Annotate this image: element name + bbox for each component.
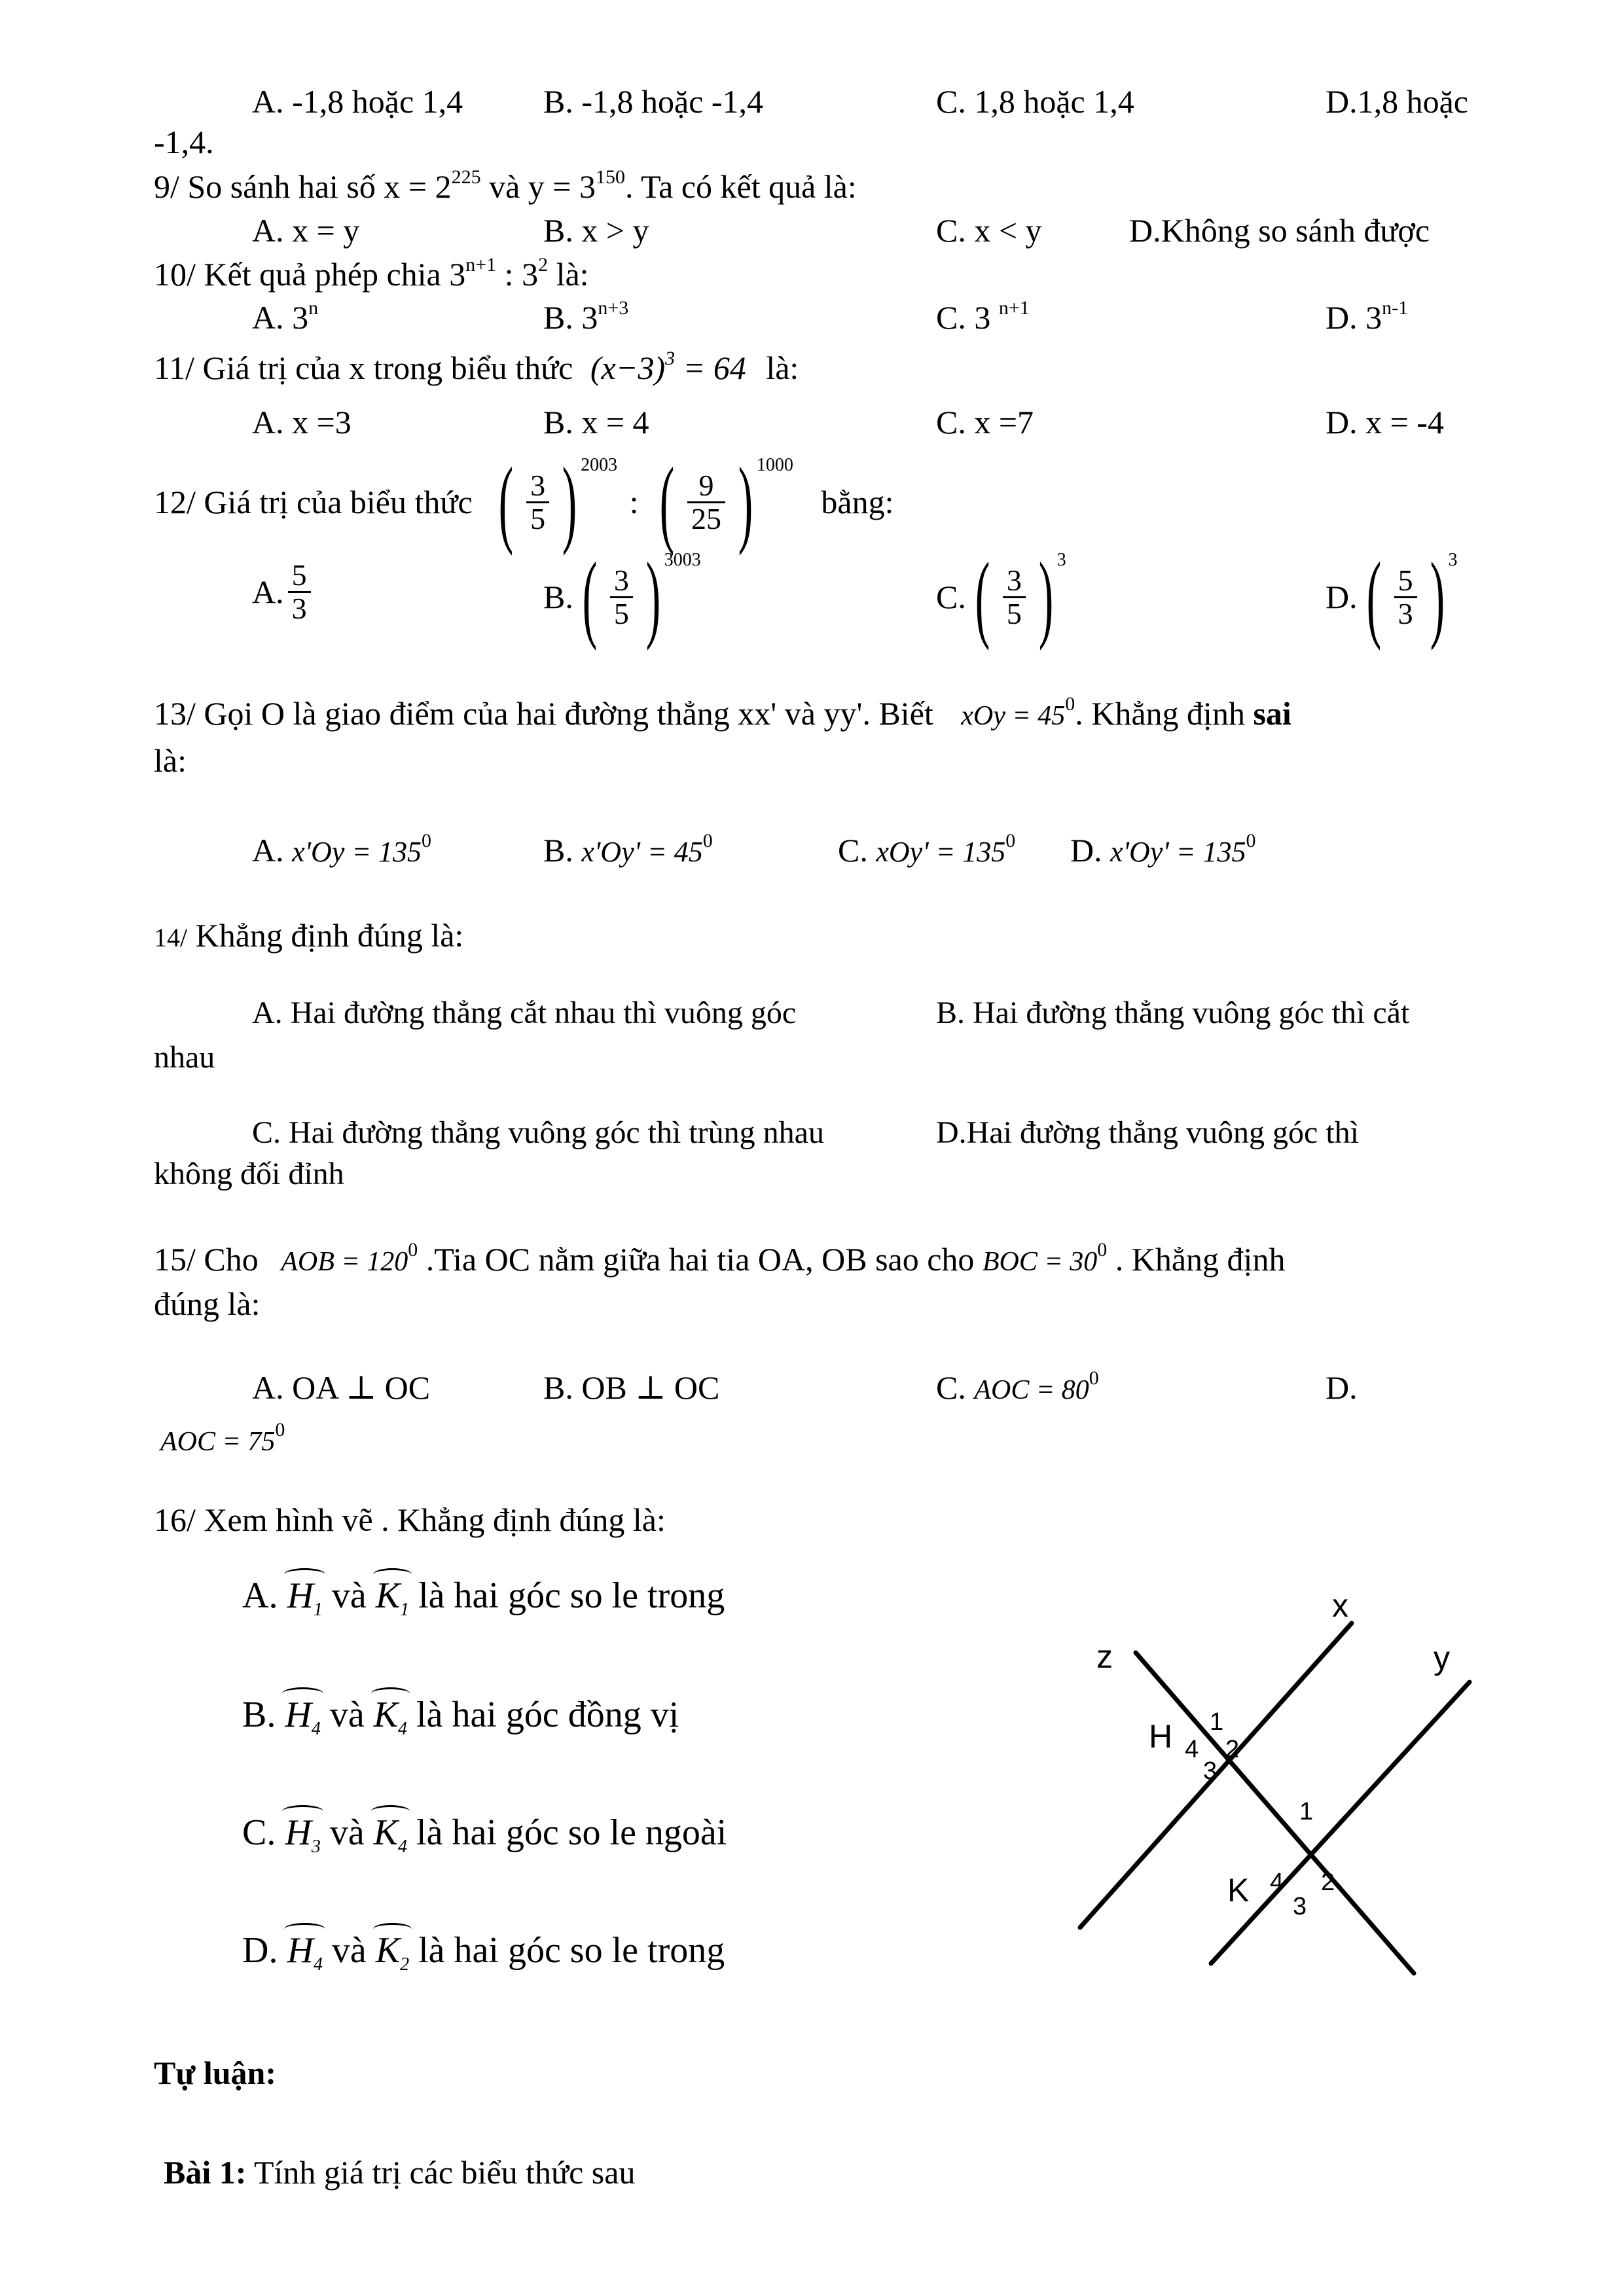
label-H: H: [1149, 1718, 1173, 1755]
q13-question-cont: là:: [154, 742, 187, 779]
q13-option-c: C. $xOy' = 135^0$: [838, 830, 1016, 869]
q12-option-a: A. $\frac{5}{3}$: [252, 560, 315, 625]
q15-option-d: D.: [1326, 1369, 1358, 1406]
label-k2: 2: [1321, 1869, 1335, 1896]
q15-option-a: A. OA ⊥ OC: [252, 1369, 431, 1406]
q15-question-cont: đúng là:: [154, 1285, 261, 1322]
q9-option-d: D.Không so sánh được: [1129, 212, 1430, 249]
q13-option-a: A. $x'Oy = 135^0$: [252, 830, 432, 869]
q8-option-d-cont: -1,4.: [154, 124, 214, 160]
q15-option-b: B. OB ⊥ OC: [543, 1369, 720, 1406]
parallel-lines-figure: [1034, 1571, 1506, 2003]
label-h4: 4: [1185, 1736, 1199, 1763]
q16-option-b: B. $H_4$ và $K_4$ là hai góc đồng vị: [242, 1695, 679, 1739]
q11-option-b: B. x = 4: [543, 404, 649, 440]
q16-option-a: A. $H_1$ và $K_1$ là hai góc so le trong: [242, 1575, 725, 1620]
q8-option-b: B. -1,8 hoặc -1,4: [543, 83, 764, 120]
q16-option-c: C. $H_3$ và $K_4$ là hai góc so le ngoài: [242, 1812, 727, 1857]
label-h3: 3: [1203, 1757, 1218, 1785]
q13-question: 13/ Gọi O là giao điểm của hai đường thẳng xx' và yy'. Biết xOy = $45^0$. Khẳng định sai: [154, 693, 1291, 732]
q11-option-c: C. x =7: [936, 404, 1034, 440]
q12-option-b: B.( $\frac{3}{5}$ ) $^{3003}$: [543, 543, 701, 651]
label-y: y: [1434, 1640, 1450, 1676]
q8-option-c: C. 1,8 hoặc 1,4: [936, 83, 1134, 120]
label-k1: 1: [1299, 1798, 1314, 1825]
q14-question: 14/ Khẳng định đúng là:: [154, 917, 464, 954]
q9-option-b: B. x > y: [543, 212, 649, 249]
q12-expression: ( $\frac{3}{5}$ ) $^{2003}$ : ( $\frac{9}{25}$ ) $^{1000}$: [498, 448, 793, 556]
q11-question: 11/ Giá trị của x trong biểu thức $(x-3)^3 = 64$ là:: [154, 348, 799, 386]
q11-expression: $(x-3)^3 = 64$: [590, 348, 746, 386]
q16-question: 16/ Xem hình vẽ . Khẳng định đúng là:: [154, 1501, 666, 1538]
q14-option-d-cont: không đối đỉnh: [154, 1157, 344, 1191]
q10-option-a: A. 3$^n$: [252, 297, 319, 336]
q14-option-b: B. Hai đường thẳng vuông góc thì cắt: [936, 996, 1410, 1030]
q13-option-d: D. $x'Oy' = 135^0$: [1070, 830, 1256, 869]
q14-option-c: C. Hai đường thẳng vuông góc thì trùng nhau: [252, 1115, 824, 1150]
q12-option-d: D.( $\frac{5}{3}$ ) $^3$: [1326, 543, 1458, 651]
label-K: K: [1227, 1872, 1250, 1909]
q14-option-b-cont: nhau: [154, 1040, 215, 1075]
q11-option-a: A. x =3: [252, 404, 352, 440]
essay-title: Tự luận:: [154, 2054, 277, 2091]
q14-option-d: D.Hai đường thẳng vuông góc thì: [936, 1115, 1359, 1150]
q15-question: 15/ Cho AOB = $120^0$ .Tia OC nằm giữa hai tia OA, OB sao cho BOC = $30^0$ . Khẳng định: [154, 1239, 1286, 1278]
label-k3: 3: [1293, 1893, 1307, 1920]
q12-question: 12/ Giá trị của biểu thức ( $\frac{3}{5}$ ) $^{2003}$ : ( $\frac{9}{25}$ ) $^{1000}$ bằng:: [154, 448, 894, 556]
q10-option-b: B. $3^{n+3}$: [543, 297, 629, 336]
label-z: z: [1096, 1638, 1113, 1675]
q10-option-d: D. 3$^{n-1}$: [1326, 297, 1409, 336]
q11-option-d: D. x = -4: [1326, 404, 1444, 440]
q16-option-d: D. $H_4$ và $K_2$ là hai góc so le trong: [242, 1930, 725, 1975]
q12-option-c: C.( $\frac{3}{5}$ ) $^3$: [936, 543, 1066, 651]
label-h2: 2: [1225, 1736, 1240, 1763]
q9-question: 9/ So sánh hai số $x = 2^{225}$ và $y = 3^{150}$. Ta có kết quả là:: [154, 166, 857, 205]
q9-option-c: C. x < y: [936, 212, 1042, 249]
line-z-transversal: [1136, 1653, 1414, 1973]
label-x: x: [1332, 1587, 1348, 1624]
q13-option-b: B. $x'Oy' = 45^0$: [543, 830, 713, 869]
q14-option-a: A. Hai đường thẳng cắt nhau thì vuông góc: [252, 996, 797, 1030]
q10-option-c: C. 3 $^{n+1}$: [936, 297, 1030, 336]
q8-option-a: A. -1,8 hoặc 1,4: [252, 83, 463, 120]
q15-option-d-cont: AOC = $75^0$: [160, 1419, 285, 1457]
line-y: [1211, 1682, 1470, 1964]
bai1-heading: Bài 1: Tính giá trị các biểu thức sau: [164, 2154, 636, 2191]
q9-option-a: A. x = y: [252, 212, 360, 249]
q8-option-d: D.1,8 hoặc: [1326, 83, 1468, 120]
q10-question: 10/ Kết quả phép chia $3^{n+1}$ : $3^2$ là:: [154, 254, 589, 293]
q15-option-c: C. AOC = $80^0$: [936, 1367, 1099, 1406]
label-h1: 1: [1210, 1708, 1224, 1736]
label-k4: 4: [1270, 1869, 1284, 1896]
